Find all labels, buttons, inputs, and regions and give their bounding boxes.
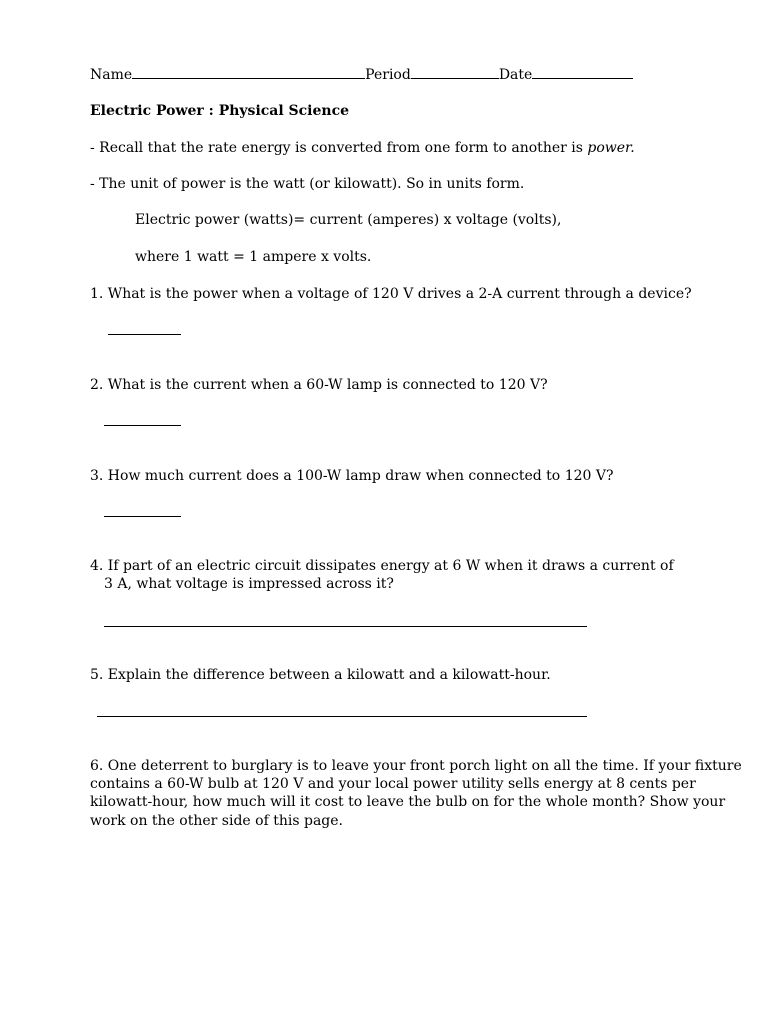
- date-blank[interactable]: [532, 66, 633, 79]
- unit-line: - The unit of power is the watt (or kilowatt). So in units form.: [90, 176, 525, 192]
- name-blank[interactable]: [132, 66, 365, 79]
- recall-line: [90, 139, 635, 157]
- question-6-line-3: kilowatt-hour, how much will it cost to leave the bulb on for the whole month? Show your: [90, 794, 726, 810]
- formula-line: Electric power (watts)= current (amperes) x voltage (volts),: [135, 212, 562, 228]
- question-6-line-4: work on the other side of this page.: [90, 813, 343, 829]
- question-4-line-1: 4. If part of an electric circuit dissipates energy at 6 W when it draws a current of: [90, 558, 674, 574]
- header-row: [90, 66, 633, 84]
- answer-4-blank[interactable]: [104, 626, 587, 627]
- answer-1-blank[interactable]: [108, 334, 181, 335]
- recall-emphasis: power.: [587, 140, 635, 156]
- period-blank[interactable]: [411, 66, 499, 79]
- answer-3-blank[interactable]: [104, 516, 181, 517]
- question-3: 3. How much current does a 100-W lamp draw when connected to 120 V?: [90, 468, 614, 484]
- answer-2-blank[interactable]: [104, 425, 181, 426]
- period-label: Period: [365, 67, 411, 83]
- question-4-line-2: 3 A, what voltage is impressed across it?: [104, 576, 394, 592]
- recall-text: - Recall that the rate energy is converted from one form to another is: [90, 140, 588, 156]
- date-label: Date: [498, 67, 533, 83]
- name-label: Name: [90, 67, 133, 83]
- question-6-line-2: contains a 60-W bulb at 120 V and your local power utility sells energy at 8 cents per: [90, 776, 696, 792]
- question-6-line-1: 6. One deterrent to burglary is to leave your front porch light on all the time. If your fixture: [90, 758, 742, 774]
- worksheet-title: Electric Power : Physical Science: [90, 103, 350, 119]
- where-line: where 1 watt = 1 ampere x volts.: [135, 249, 372, 265]
- question-5: 5. Explain the difference between a kilowatt and a kilowatt-hour.: [90, 667, 551, 683]
- answer-5-blank[interactable]: [97, 716, 587, 717]
- question-2: 2. What is the current when a 60-W lamp is connected to 120 V?: [90, 377, 548, 393]
- question-1: 1. What is the power when a voltage of 120 V drives a 2-A current through a device?: [90, 286, 692, 302]
